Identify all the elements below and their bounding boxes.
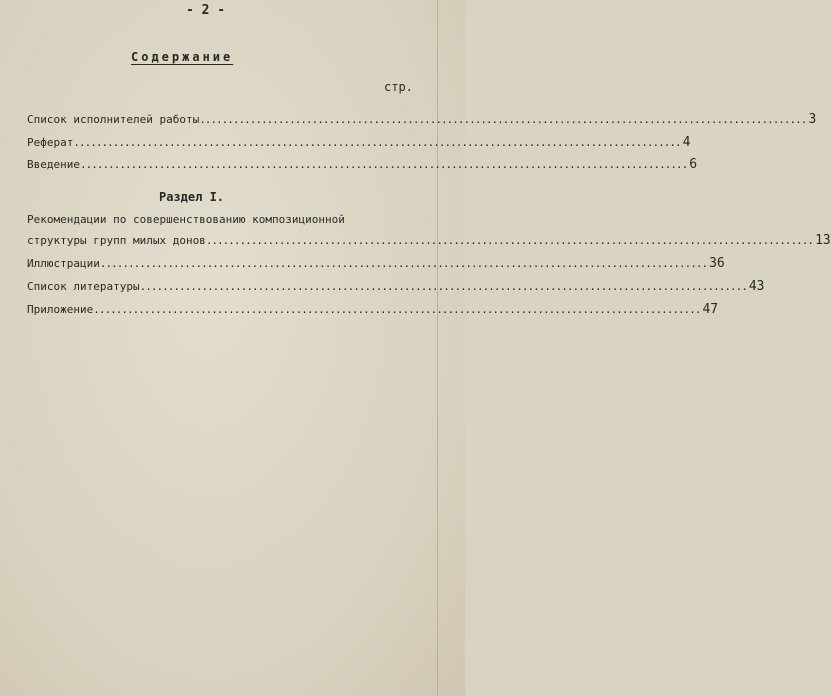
- section-heading: Раздел I.: [159, 190, 225, 204]
- toc-entry-label: Реферат: [27, 136, 74, 149]
- toc-dot-leader: ............................................................................................................: [73, 136, 681, 149]
- toc-entry-label: Список литературы: [27, 280, 140, 293]
- toc-entry-label: Введение: [27, 158, 80, 171]
- toc-entry: [27, 135, 691, 150]
- toc-entry-page: 36: [709, 256, 725, 271]
- toc-entry-page: 13: [815, 233, 831, 248]
- toc-dot-leader: ............................................................................................................: [139, 280, 747, 293]
- toc-dot-leader: ............................................................................................................: [199, 113, 807, 126]
- toc-entry-page: 4: [682, 135, 691, 150]
- toc-entry-page: 3: [808, 112, 817, 127]
- toc-entry-page: 43: [748, 279, 765, 294]
- toc-entry-page: 47: [702, 302, 719, 317]
- toc-entry: [27, 233, 831, 248]
- page-column-header: стр.: [384, 80, 413, 94]
- toc-entry-label: Список исполнителей работы: [27, 113, 200, 126]
- toc-dot-leader: ............................................................................................................: [99, 257, 708, 270]
- toc-entry: [27, 302, 719, 317]
- page-title: Содержание: [131, 50, 234, 64]
- toc-dot-leader: ............................................................................................................: [79, 158, 688, 171]
- page-fold-line: [437, 0, 438, 696]
- toc-entry: [27, 112, 817, 127]
- toc-entry-page: 6: [689, 157, 698, 172]
- toc-entry: [27, 157, 698, 172]
- toc-entry-label-line1: Рекомендации по совершенствованию композиционной: [27, 213, 345, 226]
- toc-entry: [27, 256, 725, 271]
- toc-entry-label: Приложение: [27, 303, 94, 316]
- toc-entry-label: Иллюстрации: [27, 257, 100, 270]
- toc-entry: [27, 279, 765, 294]
- toc-entry-label: структуры групп милых донов: [27, 234, 206, 247]
- page-number: - 2 -: [186, 3, 226, 18]
- toc-dot-leader: ............................................................................................................: [93, 303, 701, 316]
- toc-dot-leader: ............................................................................................................: [205, 234, 814, 247]
